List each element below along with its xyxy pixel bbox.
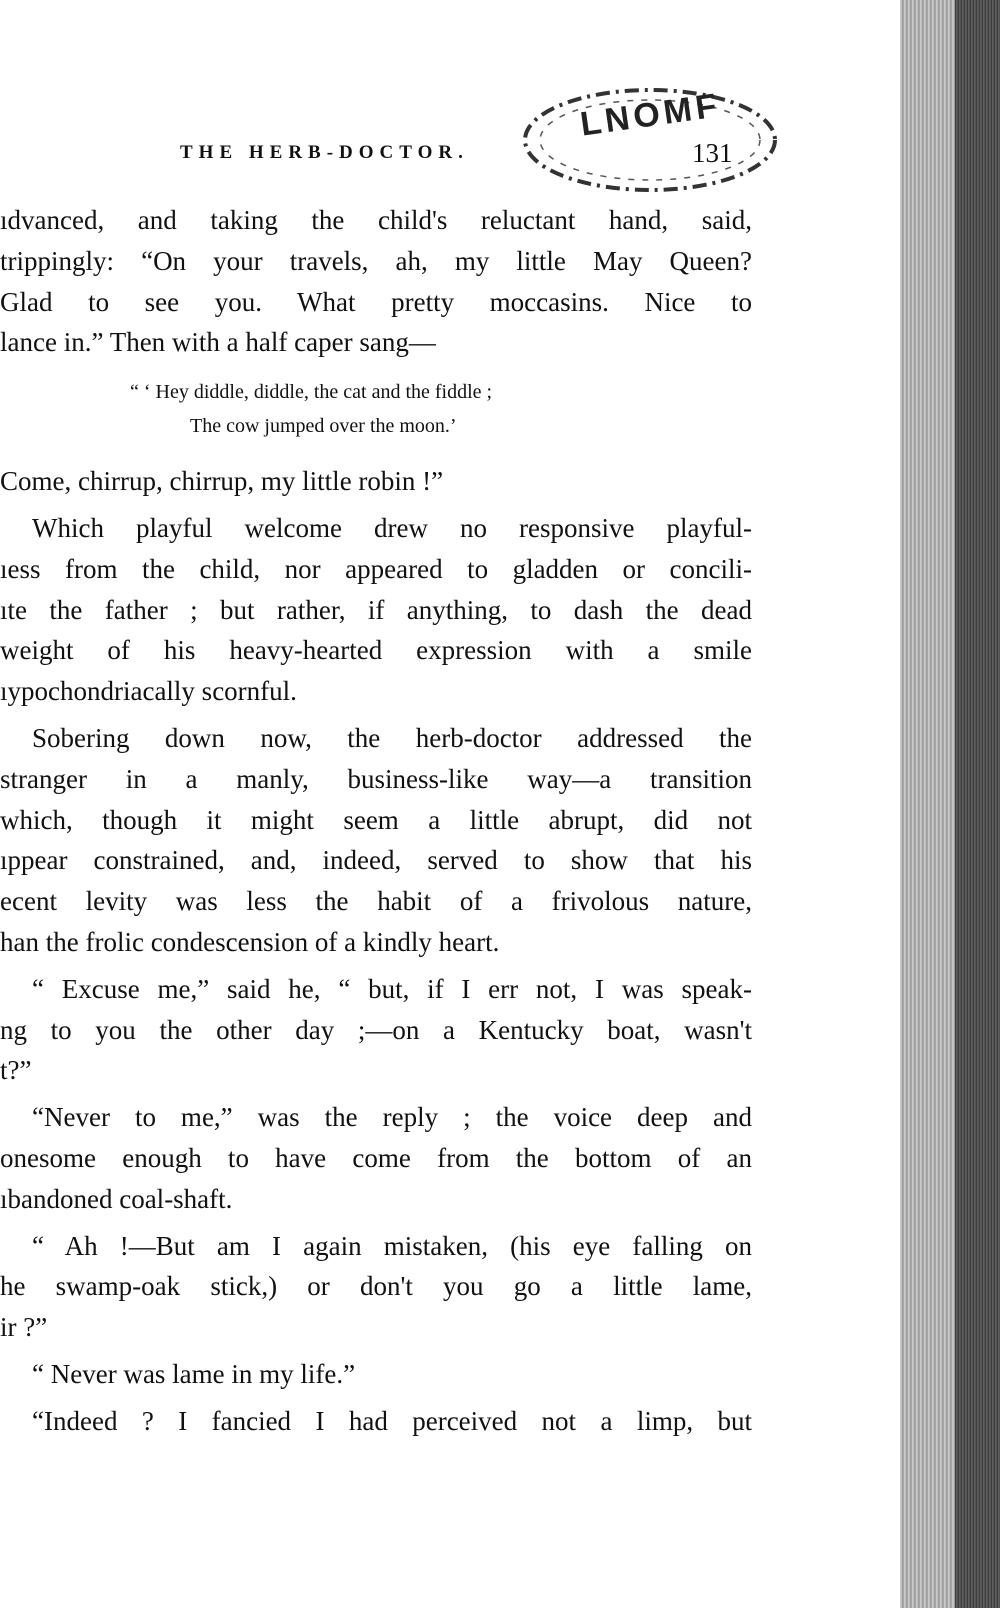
verse-line: “ ‘ Hey diddle, diddle, the cat and the fiddle ; <box>130 381 493 404</box>
stamp-text: LNOMF <box>577 86 723 144</box>
text-line: ıbandoned coal-shaft. <box>0 1183 233 1214</box>
text-line: Come, chirrup, chirrup, my little robin !” <box>0 466 444 497</box>
text-line: which, though it might seem a little abrupt, did not <box>0 804 752 835</box>
text-line: ir ?” <box>0 1312 48 1343</box>
page-number: 131 <box>692 138 733 168</box>
text-line: ng to you the other day ;—on a Kentucky boat, wasn't <box>0 1014 752 1045</box>
text-line: han the frolic condescension of a kindly heart. <box>0 926 500 957</box>
verse-quote <box>0 375 752 443</box>
running-title: THE HERB-DOCTOR. <box>180 142 469 163</box>
text-line: Which playful welcome drew no responsive playful- <box>32 512 752 543</box>
text-line: “ Never was lame in my life.” <box>32 1358 356 1389</box>
text-line: trippingly: “On your travels, ah, my little May Queen? <box>0 245 752 276</box>
text-line: “ Excuse me,” said he, “ but, if I err not, I was speak- <box>32 973 752 1004</box>
text-line: “Never to me,” was the reply ; the voice deep and <box>32 1102 752 1133</box>
text-line: ıess from the child, nor appeared to gladden or concili- <box>0 553 752 584</box>
text-line: ıypochondriacally scornful. <box>0 676 297 707</box>
text-line: onesome enough to have come from the bottom of an <box>0 1142 752 1173</box>
text-line: ecent levity was less the habit of a frivolous nature, <box>0 886 752 917</box>
text-line: ıdvanced, and taking the child's reluctant hand, said, <box>0 205 752 235</box>
page-edge-dark <box>955 0 1000 1608</box>
text-line: Sobering down now, the herb-doctor addressed the <box>32 722 752 753</box>
text-line: “ Ah !—But am I again mistaken, (his eye falling on <box>32 1230 752 1261</box>
text-line: t?” <box>0 1055 32 1086</box>
verse-line: The cow jumped over the moon.’ <box>190 415 457 438</box>
text-line: “Indeed ? I fancied I had perceived not a limp, but <box>32 1405 752 1436</box>
text-line: ıppear constrained, and, indeed, served to show that his <box>0 845 752 876</box>
text-line: he swamp-oak stick,) or don't you go a little lame, <box>0 1271 752 1302</box>
text-line: stranger in a manly, business-like way—a transition <box>0 763 752 794</box>
text-line: Glad to see you. What pretty moccasins. Nice to <box>0 286 752 317</box>
text-line: lance in.” Then with a half caper sang— <box>0 327 436 358</box>
text-line: weight of his heavy-hearted expression with a smile <box>0 635 752 666</box>
page-body <box>0 200 752 1442</box>
text-line: ıte the father ; but rather, if anything, to dash the dead <box>0 594 752 625</box>
